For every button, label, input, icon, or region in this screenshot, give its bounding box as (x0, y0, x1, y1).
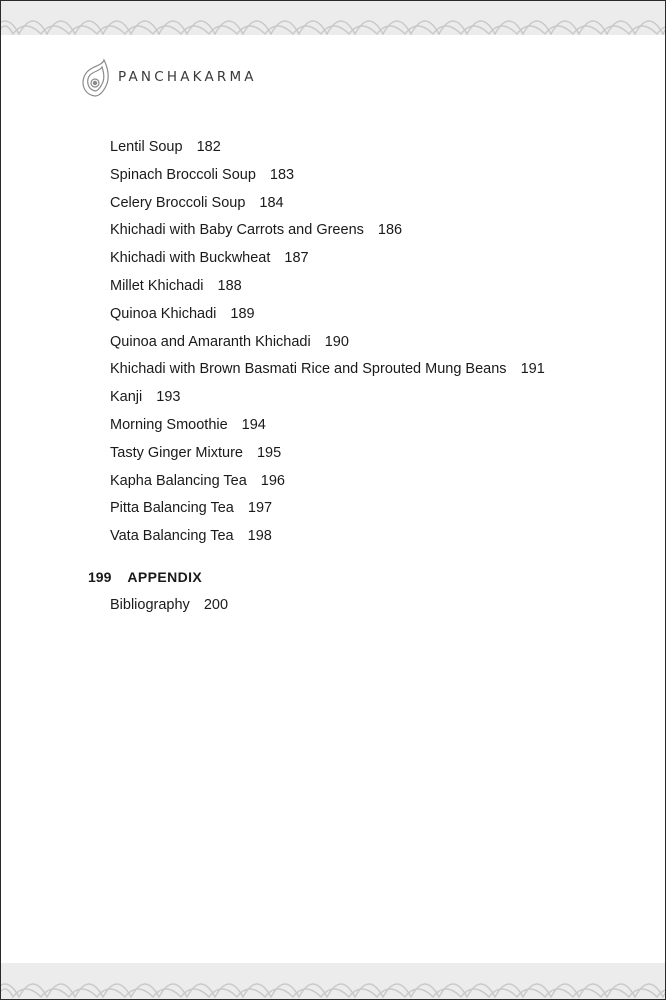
toc-entry-page: 193 (156, 389, 181, 406)
toc-entry-title: Quinoa Khichadi (110, 305, 217, 322)
toc-entry-page: 189 (230, 305, 255, 322)
toc-list (110, 134, 545, 551)
toc-entry-title: Millet Khichadi (110, 277, 204, 294)
paisley-icon (78, 56, 112, 98)
running-head (78, 56, 257, 98)
toc-entry[interactable] (110, 217, 545, 245)
toc-entry[interactable] (110, 190, 545, 218)
toc-entry[interactable] (110, 301, 545, 329)
toc-entry[interactable] (110, 134, 545, 162)
toc-entry-title: Kanji (110, 389, 143, 406)
toc-entry[interactable] (110, 440, 545, 468)
toc-entry-page: 182 (196, 139, 221, 155)
toc-entry-page: 184 (259, 194, 284, 211)
toc-entry-page: 200 (203, 597, 229, 613)
toc-entry-title: Tasty Ginger Mixture (110, 444, 243, 461)
toc-entry-page: 188 (217, 277, 242, 294)
toc-entry[interactable] (110, 273, 545, 301)
toc-entry-page: 190 (324, 333, 349, 350)
section-page-number: 199 (88, 569, 112, 585)
toc-entry-title: Bibliography (110, 597, 190, 613)
toc-entry-page: 194 (241, 416, 266, 433)
toc-entry-title: Khichadi with Brown Basmati Rice and Sprouted Mung Beans (110, 361, 507, 378)
top-decorative-band (1, 1, 665, 35)
toc-entry-title: Quinoa and Amaranth Khichadi (110, 333, 311, 350)
toc-entry-page: 191 (520, 361, 545, 378)
toc-entry[interactable] (110, 592, 228, 620)
toc-entry[interactable] (110, 162, 545, 190)
toc-entry-title: Lentil Soup (110, 139, 183, 155)
bottom-decorative-band (1, 963, 665, 999)
toc-entry[interactable] (110, 329, 545, 357)
toc-entry-page: 197 (247, 500, 273, 517)
toc-entry-title: Vata Balancing Tea (110, 528, 234, 545)
toc-entry-page: 195 (256, 444, 282, 461)
section-title: APPENDIX (127, 569, 203, 585)
toc-entry[interactable] (110, 468, 545, 496)
toc-entry-title: Celery Broccoli Soup (110, 194, 246, 211)
toc-entry-title: Morning Smoothie (110, 416, 228, 433)
running-title: PANCHAKARMA (118, 69, 257, 85)
toc-entry-page: 187 (284, 250, 309, 267)
toc-entry-page: 186 (377, 222, 403, 239)
section-heading[interactable] (88, 563, 202, 591)
toc-entry[interactable] (110, 495, 545, 523)
toc-entry[interactable] (110, 412, 545, 440)
toc-entry-title: Khichadi with Buckwheat (110, 250, 271, 267)
toc-entry-title: Pitta Balancing Tea (110, 500, 234, 517)
toc-entry[interactable] (110, 384, 545, 412)
section-entry-list (110, 592, 228, 620)
toc-entry-page: 196 (260, 472, 285, 489)
toc-entry[interactable] (110, 523, 545, 551)
toc-entry[interactable] (110, 356, 545, 384)
toc-entry-page: 183 (269, 166, 295, 183)
toc-entry-title: Spinach Broccoli Soup (110, 166, 256, 183)
toc-entry-title: Kapha Balancing Tea (110, 472, 247, 489)
toc-entry-title: Khichadi with Baby Carrots and Greens (110, 222, 364, 239)
toc-entry[interactable] (110, 245, 545, 273)
toc-entry-page: 198 (247, 528, 272, 545)
